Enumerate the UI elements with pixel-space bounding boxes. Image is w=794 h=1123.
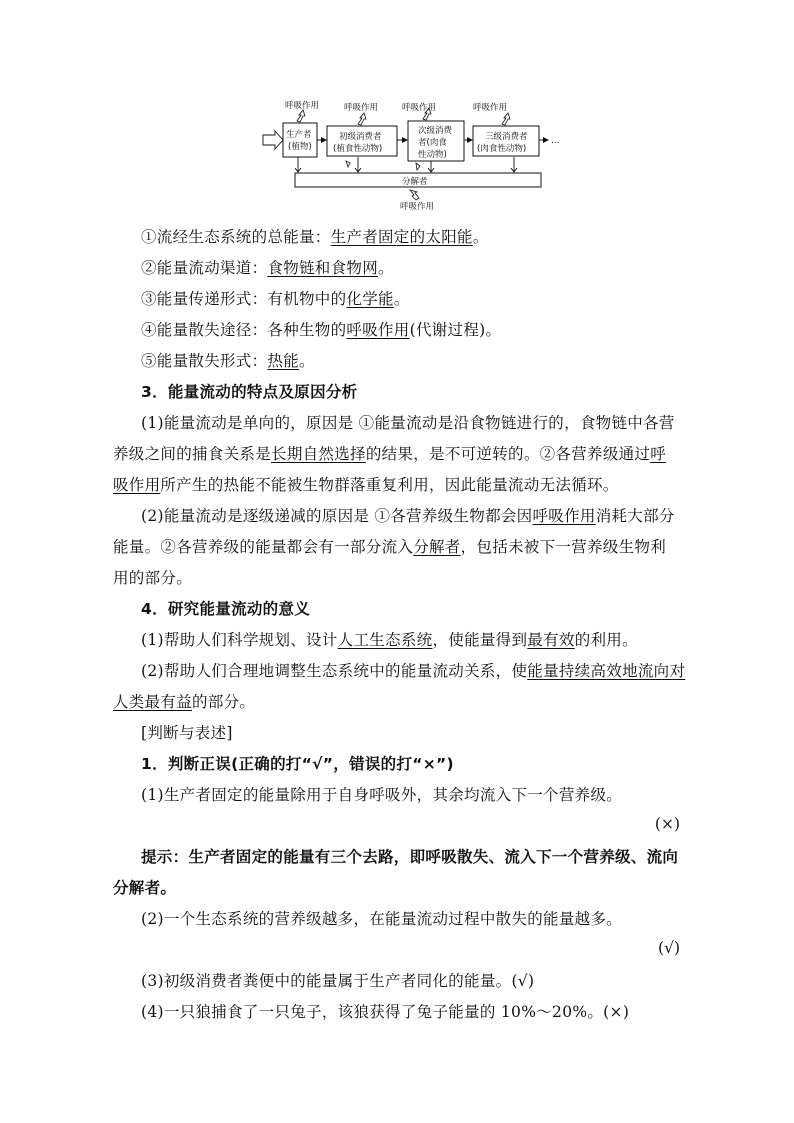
- resp-label-4: 呼吸作用: [473, 103, 508, 113]
- para-1-line1: (1)能量流动是单向的，原因是 ①能量流动是沿食物链进行的，食物链中各营: [141, 414, 675, 432]
- para-2-line2: 能量。②各营养级的能量都会有一部分流入分解者，包括未被下一营养级生物利: [113, 538, 667, 556]
- point-4: ④能量散失途径：各种生物的呼吸作用(代谢过程)。: [141, 321, 502, 339]
- question-2-answer: (√): [658, 939, 680, 957]
- secondary-line1: 次级消费: [418, 126, 453, 136]
- question-heading: 1．判断正误(正确的打“√”，错误的打“×”): [141, 755, 454, 773]
- para-1-line2: 养级之间的捕食关系是长期自然选择的结果，是不可逆转的。②各营养级通过呼: [113, 445, 667, 463]
- section-3-heading: 3．能量流动的特点及原因分析: [141, 383, 358, 401]
- energy-flow-diagram: [255, 97, 575, 215]
- primary-line1: 初级消费者: [339, 132, 382, 142]
- point-2: ②能量流动渠道：食物链和食物网。: [141, 259, 394, 277]
- point-1: ①流经生态系统的总能量：生产者固定的太阳能。: [141, 228, 489, 246]
- question-1: (1)生产者固定的能量除用于自身呼吸外，其余均流入下一个营养级。: [141, 786, 623, 804]
- producer-line2: (植物): [288, 142, 312, 152]
- judge-heading: [判断与表述]: [141, 724, 233, 742]
- para-4-line2: 人类最有益的部分。: [113, 693, 256, 711]
- energy-flow-svg: [255, 97, 575, 215]
- point-3: ③能量传递形式：有机物中的化学能。: [141, 290, 410, 308]
- para-2-line1: (2)能量流动是逐级递减的原因是 ①各营养级生物都会因呼吸作用消耗大部分: [141, 507, 675, 525]
- resp-label-5: 呼吸作用: [400, 202, 435, 212]
- primary-line2: (植食性动物): [333, 144, 383, 154]
- more-ellipsis: …: [551, 136, 560, 146]
- decomposer-label: 分解者: [402, 177, 428, 187]
- para-2-line3: 用的部分。: [113, 569, 193, 587]
- question-1-answer: (×): [654, 815, 680, 833]
- resp-label-2: 呼吸作用: [344, 103, 379, 113]
- section-4-heading: 4．研究能量流动的意义: [141, 600, 311, 618]
- question-3: (3)初级消费者粪便中的能量属于生产者同化的能量。(√): [141, 972, 535, 990]
- tertiary-line2: (肉食性动物): [477, 144, 527, 154]
- secondary-line3: 性动物): [418, 150, 447, 160]
- tip-line1: 提示：生产者固定的能量有三个去路，即呼吸散失、流入下一个营养级、流向: [141, 848, 679, 866]
- para-3: (1)帮助人们科学规划、设计人工生态系统，使能量得到最有效的利用。: [141, 631, 638, 649]
- producer-line1: 生产者: [286, 130, 312, 140]
- resp-label-3: 呼吸作用: [402, 103, 437, 113]
- question-2: (2)一个生态系统的营养级越多，在能量流动过程中散失的能量越多。: [141, 910, 623, 928]
- question-4: (4)一只狼捕食了一只兔子，该狼获得了兔子能量的 10%～20%。(×): [141, 1003, 630, 1021]
- resp-label-1: 呼吸作用: [285, 101, 320, 111]
- para-4-line1: (2)帮助人们合理地调整生态系统中的能量流动关系，使能量持续高效地流向对: [141, 662, 686, 680]
- secondary-line2: 者(肉食: [418, 138, 447, 148]
- para-1-line3: 吸作用所产生的热能不能被生物群落重复利用，因此能量流动无法循环。: [113, 476, 619, 494]
- tip-line2: 分解者。: [113, 879, 177, 897]
- point-5: ⑤能量散失形式：热能。: [141, 352, 315, 370]
- tertiary-line1: 三级消费者: [485, 132, 528, 142]
- sun-input-arrow: [263, 131, 283, 149]
